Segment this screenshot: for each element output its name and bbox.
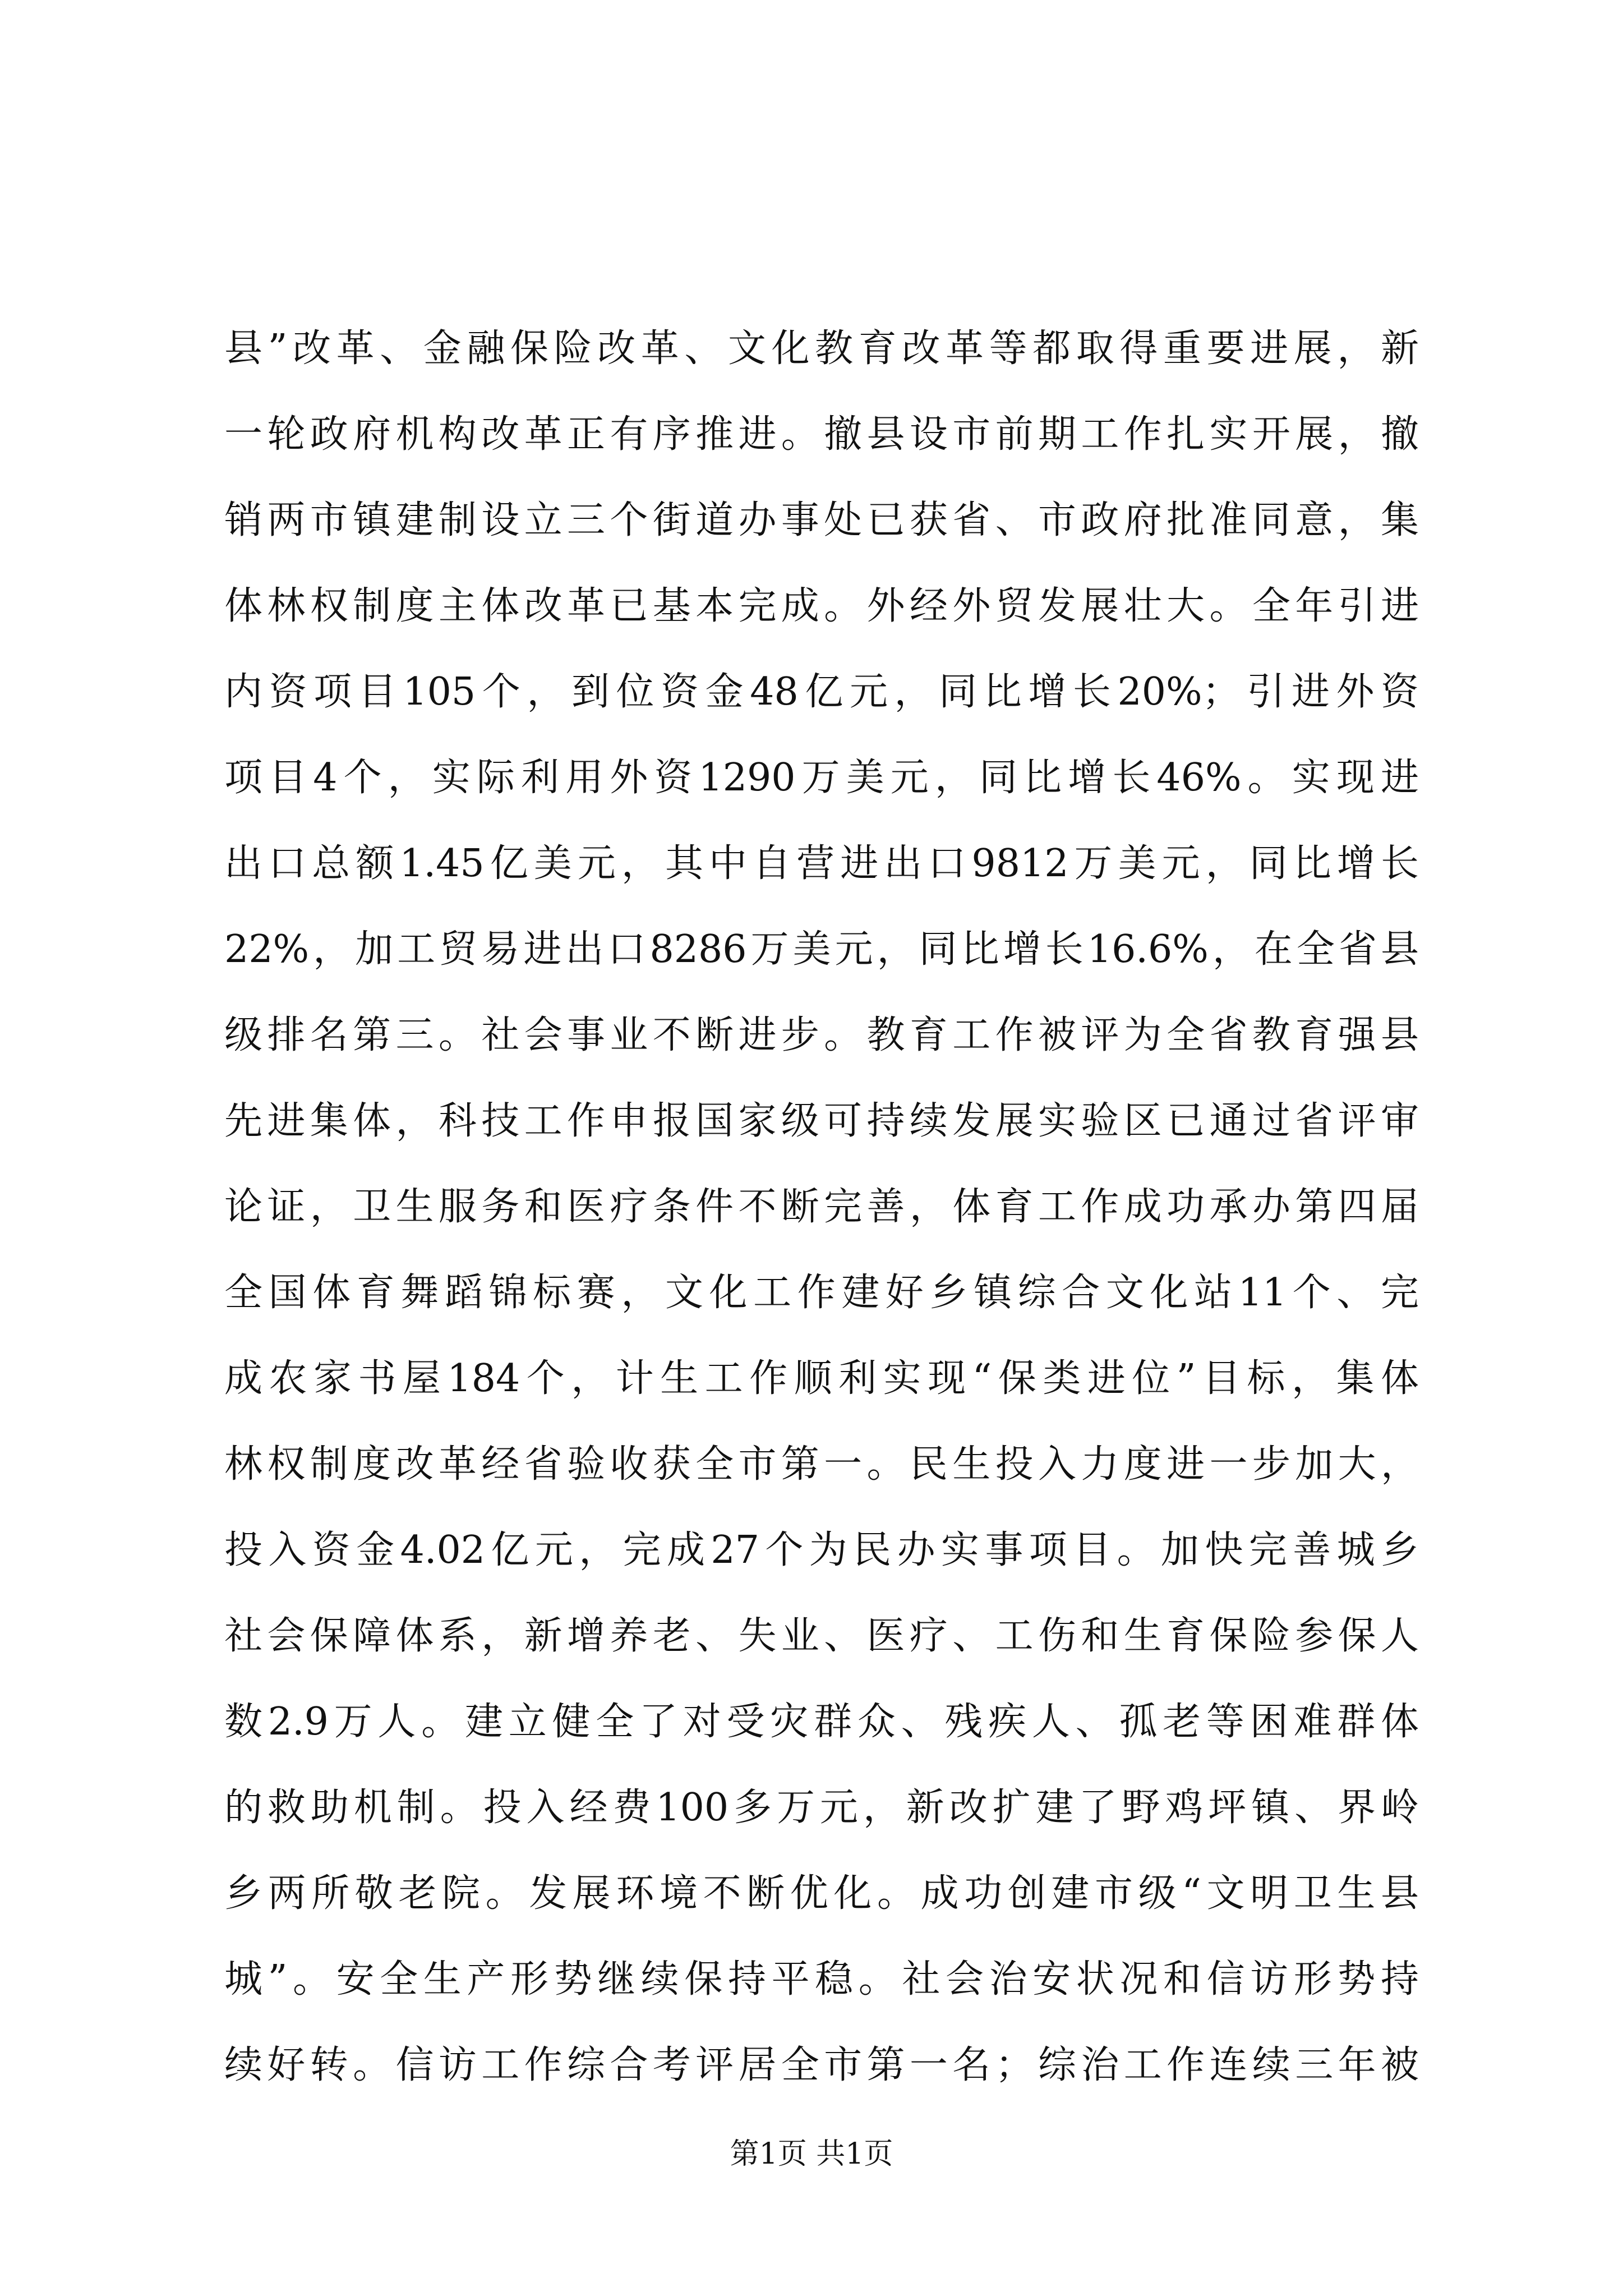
page-number-label: 第1页 共1页: [730, 2137, 893, 2171]
text-line: 项目4个，实际利用外资1290万美元，同比增长46%。实现进: [224, 756, 1419, 800]
text-line: 体林权制度主体改革已基本完成。外经外贸发展壮大。全年引进: [224, 584, 1419, 628]
text-line: 林权制度改革经省验收获全市第一。民生投入力度进一步加大，: [224, 1442, 1419, 1487]
text-line: 的救助机制。投入经费100多万元，新改扩建了野鸡坪镇、界岭: [224, 1786, 1419, 1830]
text-line: 22%，加工贸易进出口8286万美元，同比增长16.6%，在全省县: [224, 927, 1419, 972]
text-line: 县”改革、金融保险改革、文化教育改革等都取得重要进展，新: [224, 326, 1419, 371]
text-line: 先进集体，科技工作申报国家级可持续发展实验区已通过省评审: [224, 1099, 1419, 1143]
text-line: 乡两所敬老院。发展环境不断优化。成功创建市级“文明卫生县: [224, 1871, 1419, 1916]
text-line: 一轮政府机构改革正有序推进。撤县设市前期工作扎实开展，撤: [224, 412, 1419, 457]
text-line: 销两市镇建制设立三个街道办事处已获省、市政府批准同意，集: [224, 498, 1419, 542]
text-line: 全国体育舞蹈锦标赛，文化工作建好乡镇综合文化站11个、完: [224, 1271, 1419, 1315]
text-line: 级排名第三。社会事业不断进步。教育工作被评为全省教育强县: [224, 1013, 1419, 1057]
text-line: 投入资金4.02亿元，完成27个为民办实事项目。加快完善城乡: [224, 1528, 1419, 1572]
text-line: 城”。安全生产形势继续保持平稳。社会治安状况和信访形势持: [224, 1957, 1419, 2001]
text-line: 内资项目105个，到位资金48亿元，同比增长20%；引进外资: [224, 670, 1419, 714]
text-line: 社会保障体系，新增养老、失业、医疗、工伤和生育保险参保人: [224, 1614, 1419, 1658]
body-paragraph: [224, 306, 1419, 2108]
text-line: 数2.9万人。建立健全了对受灾群众、残疾人、孤老等困难群体: [224, 1700, 1419, 1744]
page-footer: [0, 2134, 1623, 2174]
text-line: 论证，卫生服务和医疗条件不断完善，体育工作成功承办第四届: [224, 1185, 1419, 1229]
text-line: 出口总额1.45亿美元，其中自营进出口9812万美元，同比增长: [224, 841, 1419, 886]
text-line: 续好转。信访工作综合考评居全市第一名；综治工作连续三年被: [224, 2043, 1419, 2087]
text-line: 成农家书屋184个，计生工作顺利实现“保类进位”目标，集体: [224, 1356, 1419, 1401]
